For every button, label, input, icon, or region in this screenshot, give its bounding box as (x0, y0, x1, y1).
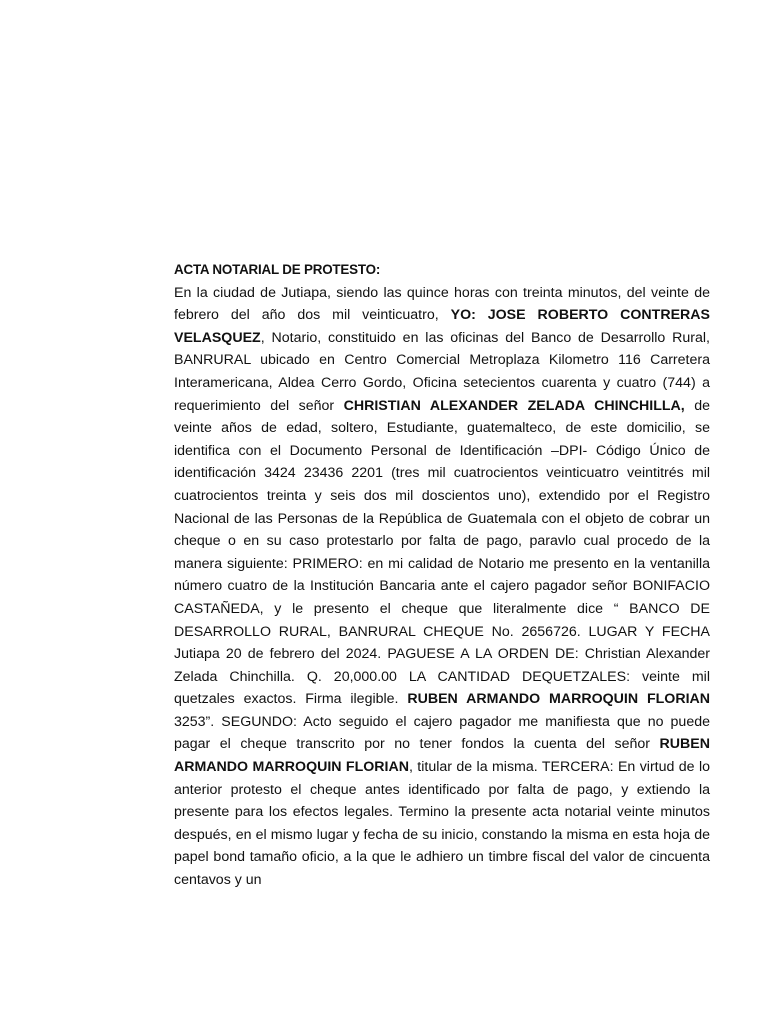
notary-name: YO: JOSE ROBERTO CONTRERAS VELASQUEZ (174, 307, 710, 346)
drawer-name: RUBEN ARMANDO MARROQUIN FLORIAN (407, 691, 711, 708)
paragraph-segment: , titular de la misma. TERCERA: En virtud de lo anterior protesto el cheque antes identificado por falta de pago, y extiendo la presente para los efectos legales. Termino la presente acta notarial veinte minutos después, en el mismo lugar y fecha de su inicio, constando la misma en esta hoja de papel bond tamaño oficio, a la que le adhiero un timbre fiscal del valor de cincuenta centavos y un (174, 759, 710, 889)
paragraph-segment: 3253”. SEGUNDO: Acto seguido el cajero pagador me manifiesta que no puede pagar el cheque transcrito por no tener fondos la cuenta del señor (174, 713, 710, 753)
paragraph-segment: , Notario, constituido en las oficinas del Banco de Desarrollo Rural, BANRURAL ubicado en Centro Comercial Metroplaza Kilometro 116 Carretera Interamericana, Aldea Cerro Gordo, Oficina setecientos cuarenta y cuatro (744) a requerimiento del señor (174, 329, 710, 414)
document-title: ACTA NOTARIAL DE PROTESTO: (174, 262, 381, 277)
account-holder-name: RUBEN ARMANDO MARROQUIN FLORIAN (174, 736, 710, 776)
document-body (174, 259, 710, 892)
document-paragraph (174, 282, 710, 892)
requester-name: CHRISTIAN ALEXANDER ZELADA CHINCHILLA, (343, 397, 685, 414)
paragraph-segment: En la ciudad de Jutiapa, siendo las quince horas con treinta minutos, del veinte de febrero del año dos mil veinticuatro, (174, 284, 710, 324)
paragraph-segment: de veinte años de edad, soltero, Estudiante, guatemalteco, de este domicilio, se identifica con el Documento Personal de Identificación –DPI- Código Único de identificación 3424 23436 2201 (tres mil cuatrocientos veinticuatro veintitrés mil cuatrocientos treinta y seis dos mil doscientos uno), extendido por el Registro Nacional de las Personas de la República de Guatemala con el objeto de cobrar un cheque o en su caso protestarlo por falta de pago, paravlo cual procedo de la manera siguiente: PRIMERO: en mi calidad de Notario me presento en la ventanilla número cuatro de la Institución Bancaria ante el cajero pagador señor BONIFACIO CASTAÑEDA, y le presento el cheque que literalmente dice “ BANCO DE DESARROLLO RURAL, BANRURAL CHEQUE No. 2656726. LUGAR Y FECHA Jutiapa 20 de febrero del 2024. PAGUESE A LA ORDEN DE: Christian Alexander Zelada Chinchilla. Q. 20,000.00 LA CANTIDAD DEQUETZALES: veinte mil quetzales exactos. Firma ilegible. (174, 397, 710, 708)
